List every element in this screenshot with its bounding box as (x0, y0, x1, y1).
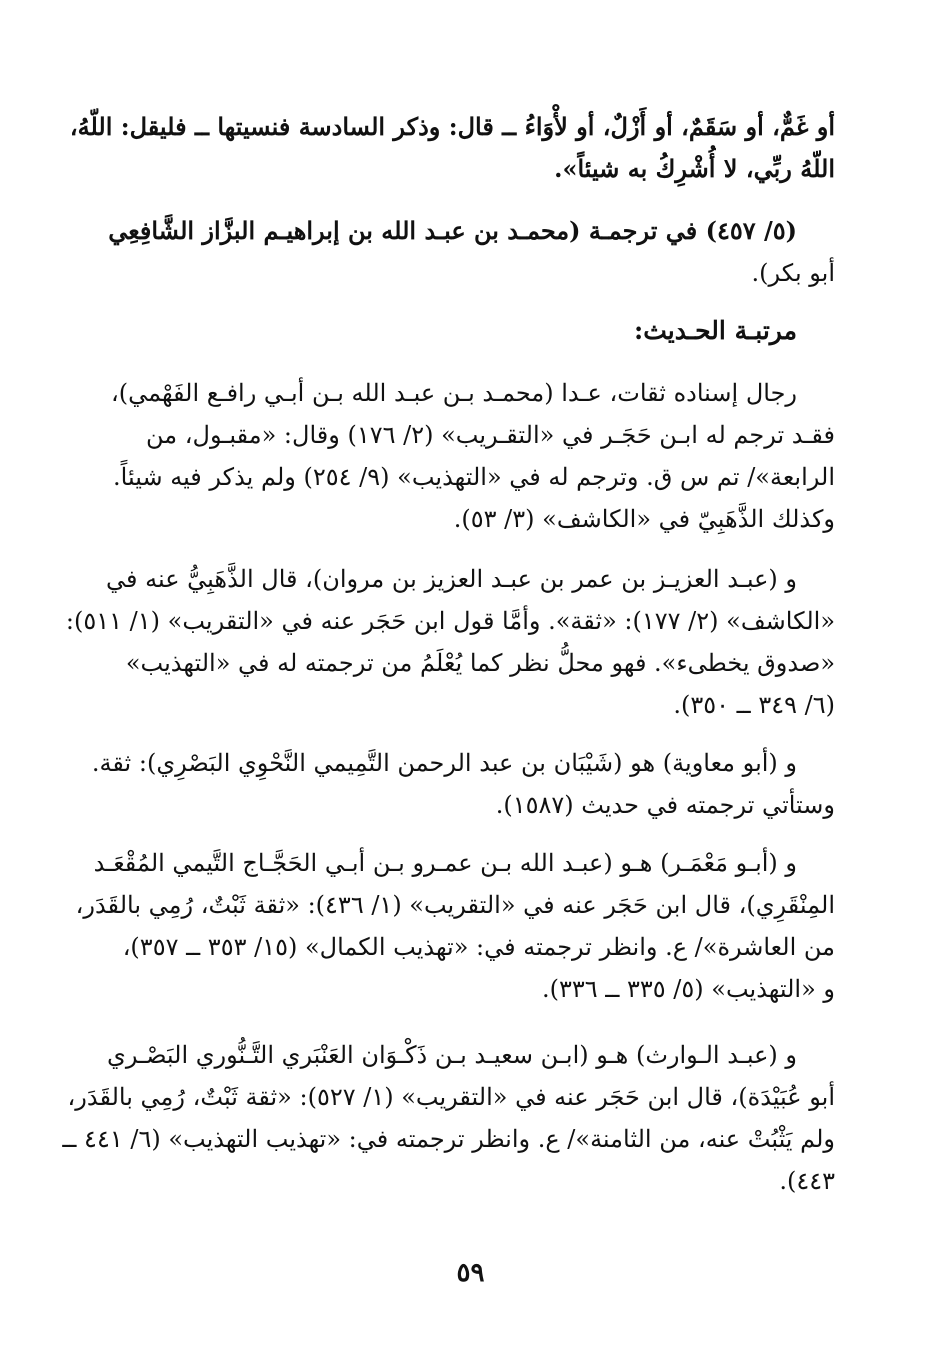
page-number: ٥٩ (456, 1258, 485, 1288)
paragraph-reference (100, 210, 835, 294)
text-line: رجال إسناده ثقات، عـدا (محمـد بـن عبـد الله بـن أبـي رافـع الفَهْمي)، (110, 379, 797, 407)
text-line: و (عبـد العزيـز بن عمر بن عبـد العزيز بن مروان)، قال الذَّهَبِيُّ عنه في (106, 565, 797, 593)
paragraph-narrators-2 (65, 558, 835, 726)
section-heading-text: مرتبـة الحـديث: (633, 316, 797, 345)
text-line: من العاشرة»/ ع. وانظر ترجمته في: «تهذيب الكمال» (١٥/ ٣٥٣ ــ ٣٥٧)، (122, 933, 835, 961)
text-line: و (عبـد الـوارث) هـو (ابـن سعيـد بـن ذَكْـوَان العَنْبَري التَّـنُّوري البَصْـري (107, 1041, 797, 1069)
text-line: «صدوق يخطىء». فهو محلُّ نظر كما يُعْلَمُ من ترجمته له في «التهذيب» (125, 649, 835, 677)
text-line: (٥/ ٤٥٧) في ترجمـة (محمـد بن عبـد الله بن إبراهيـم البزَّاز الشَّافِعِي (108, 216, 797, 245)
text-line: أبو عُبَيْدَة)، قال ابن حَجَر عنه في «التقريب» (١/ ٥٢٧): «ثقة ثَبْتٌ، رُمِي بالقَدَر، (67, 1083, 835, 1111)
text-line: أو غَمٌّ، أو سَقَمٌ، أو أَزْلٌ، أو لأْوَاءُ ــ قال: وذكر السادسة فنسيتها ــ فليقل: اللّهُ، (69, 112, 835, 141)
text-line: الرابعة»/ تم س ق. وترجم له في «التهذيب» (٩/ ٢٥٤) ولم يذكر فيه شيئاً. (113, 463, 835, 491)
text-line: المِنْقَرِي)، قال ابن حَجَر عنه في «التقريب» (١/ ٤٣٦): «ثقة ثَبْتٌ، رُمِي بالقَدَر، (75, 891, 835, 919)
text-line: (٦/ ٣٤٩ ــ ٣٥٠). (673, 691, 835, 719)
paragraph-narrators-5 (62, 1034, 835, 1202)
text-line: وستأتي ترجمته في حديث (١٥٨٧). (495, 791, 835, 819)
text-line: أبو بكر). (751, 259, 835, 287)
paragraph-narrators-4 (75, 842, 835, 1010)
text-line: اللّهُ ربِّي، لا أُشْرِكُ به شيئاً». (554, 154, 835, 183)
text-line: و (أبو معاوية) هو (شَيْبَان بن عبد الرحمن التَّمِيمي النَّحْوِي البَصْرِي): ثقة. (91, 749, 797, 777)
paragraph-narrators-3 (91, 742, 835, 826)
text-line: ولم يَثْبُتْ عنه، من الثامنة»/ ع. وانظر ترجمته في: «تهذيب التهذيب» (٦/ ٤٤١ ــ (62, 1125, 835, 1153)
section-heading (100, 316, 835, 345)
text-line: «الكاشف» (٢/ ١٧٧): «ثقة». وأمَّا قول ابن حَجَر عنه في «التقريب» (١/ ٥١١): (65, 607, 835, 635)
text-line: و (أبـو مَعْمَـر) هـو (عبـد الله بـن عمـرو بـن أبـي الحَجَّـاج التَّيمي المُقْعَـد (93, 849, 797, 877)
text-line: وكذلك الذَّهَبِيّ في «الكاشف» (٣/ ٥٣). (453, 505, 835, 533)
paragraph-narrators-1 (100, 372, 835, 540)
text-line: و «التهذيب» (٥/ ٣٣٥ ــ ٣٣٦). (542, 975, 835, 1003)
text-line: ٤٤٣). (779, 1167, 835, 1195)
paragraph-hadith-text (69, 106, 835, 190)
text-line: فقـد ترجم له ابـن حَجَـر في «التقـريب» (٢/ ١٧٦) وقال: «مقبـول، من (146, 421, 835, 449)
